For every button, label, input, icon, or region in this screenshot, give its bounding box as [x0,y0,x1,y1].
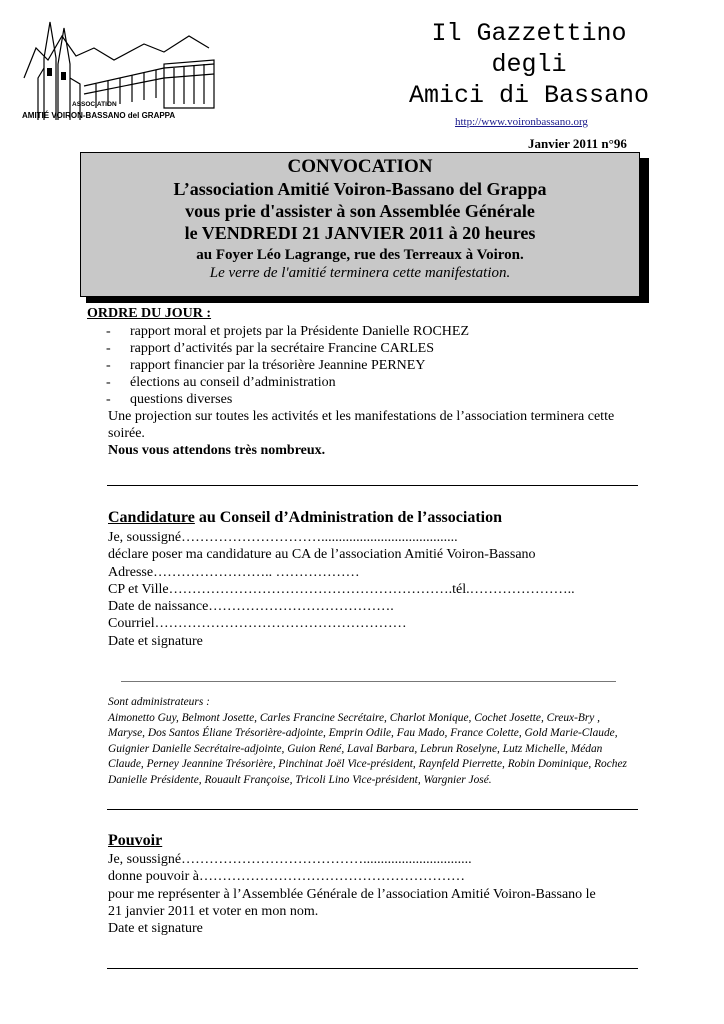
convocation-line-2: vous prie d'assister à son Assemblée Générale [185,201,535,221]
closing-text: Nous vous attendons très nombreux. [108,443,326,458]
convocation-box [80,152,640,297]
pouvoir-line-signature[interactable]: Date et signature [108,921,203,937]
thin-divider [121,681,616,682]
issue-number: Janvier 2011 n°96 [528,136,627,151]
association-logo [14,8,219,126]
form-line-signature[interactable]: Date et signature [108,633,203,649]
title-line-3: Amici di Bassano [408,81,650,110]
divider [107,968,638,969]
convocation-line-3: le VENDREDI 21 JANVIER 2011 à 20 heures [184,223,536,243]
pouvoir-line-text-1: pour me représenter à l’Assemblée Générale de l’association Amitié Voiron-Bassano le [108,886,596,902]
agenda-item: - rapport d’activités par la secrétaire Francine CARLES [106,340,469,357]
agenda-list [106,323,469,408]
form-line-birthdate[interactable]: Date de naissance…………………………………. [108,599,394,615]
svg-text:ASSOCIATION: ASSOCIATION [72,101,117,108]
administrators-heading: Sont administrateurs : [108,696,210,708]
candidature-title-underlined: Candidature [108,509,195,526]
website-link[interactable]: http://www.voironbassano.org [455,116,588,128]
agenda-item: - questions diverses [106,391,469,408]
form-line-email[interactable]: Courriel……………………………………………… [108,616,407,632]
agenda-notes [108,408,648,459]
divider [107,485,638,486]
agenda-item: - élections au conseil d’administration [106,374,469,391]
administrators-list [108,695,633,788]
candidature-title-rest: au Conseil d’Administration de l’association [194,509,502,526]
convocation-line-1: L’association Amitié Voiron-Bassano del Grappa [173,179,547,199]
title-line-2: degli [491,50,567,79]
newsletter-title [384,18,674,111]
pouvoir-form [108,851,648,937]
agenda-item: - rapport financier par la trésorière Jeannine PERNEY [106,357,469,374]
candidature-form [108,529,648,650]
convocation-line-4: au Foyer Léo Lagrange, rue des Terreaux à Voiron. [196,247,524,263]
administrators-names: Aimonetto Guy, Belmont Josette, Carles Francine Secrétaire, Charlot Monique, Cochet Josette, Creux-Bry , Maryse, Dos Santos Éliane Trésorière-adjointe, Emprin Odile, Fau Mado, France Colette, Gold Marie-Claude, Guignier Danielle Secrétaire-adjointe, Guion René, Laval Barbara, Lebrun Roselyne, Lutz Michelle, Médan Claude, Perney Jeannine Trésorière, Pinchinat Joël Vice-président, Raynfeld Pierrette, Robin Dominique, Rochez Danielle Présidente, Rouault Françoise, Tricoli Lino Vice-président, Wargnier José. [108,711,627,786]
convocation-title: CONVOCATION [287,156,433,177]
form-line-address[interactable]: Adresse…………………….. ……………… [108,564,360,580]
title-line-1: Il Gazzettino [431,19,627,48]
pouvoir-line-name[interactable]: Je, soussigné…………………………………............................... [108,852,472,867]
svg-text:AMITIÉ VOIRON-BASSANO del GRAP: AMITIÉ VOIRON-BASSANO del GRAPPA [22,111,176,120]
divider [107,809,638,810]
pouvoir-title: Pouvoir [108,832,163,849]
pouvoir-line-text-2: 21 janvier 2011 et voter en mon nom. [108,903,319,919]
form-line-declaration: déclare poser ma candidature au CA de l’association Amitié Voiron-Bassano [108,547,536,563]
agenda-item: - rapport moral et projets par la Présidente Danielle ROCHEZ [106,323,469,340]
form-line-city-phone[interactable]: CP et Ville…………………………………………………….tél.………………….. [108,581,575,597]
projection-text: Une projection sur toutes les activités et les manifestations de l’association terminera cette soirée. [108,409,615,441]
convocation-line-5: Le verre de l'amitié terminera cette manifestation. [209,265,511,281]
pouvoir-line-proxy[interactable]: donne pouvoir à………………………………………………… [108,869,465,885]
form-line-name[interactable]: Je, soussigné…………………………....................................... [108,530,458,545]
candidature-title [108,509,502,527]
agenda-heading: ORDRE DU JOUR : [87,306,212,321]
